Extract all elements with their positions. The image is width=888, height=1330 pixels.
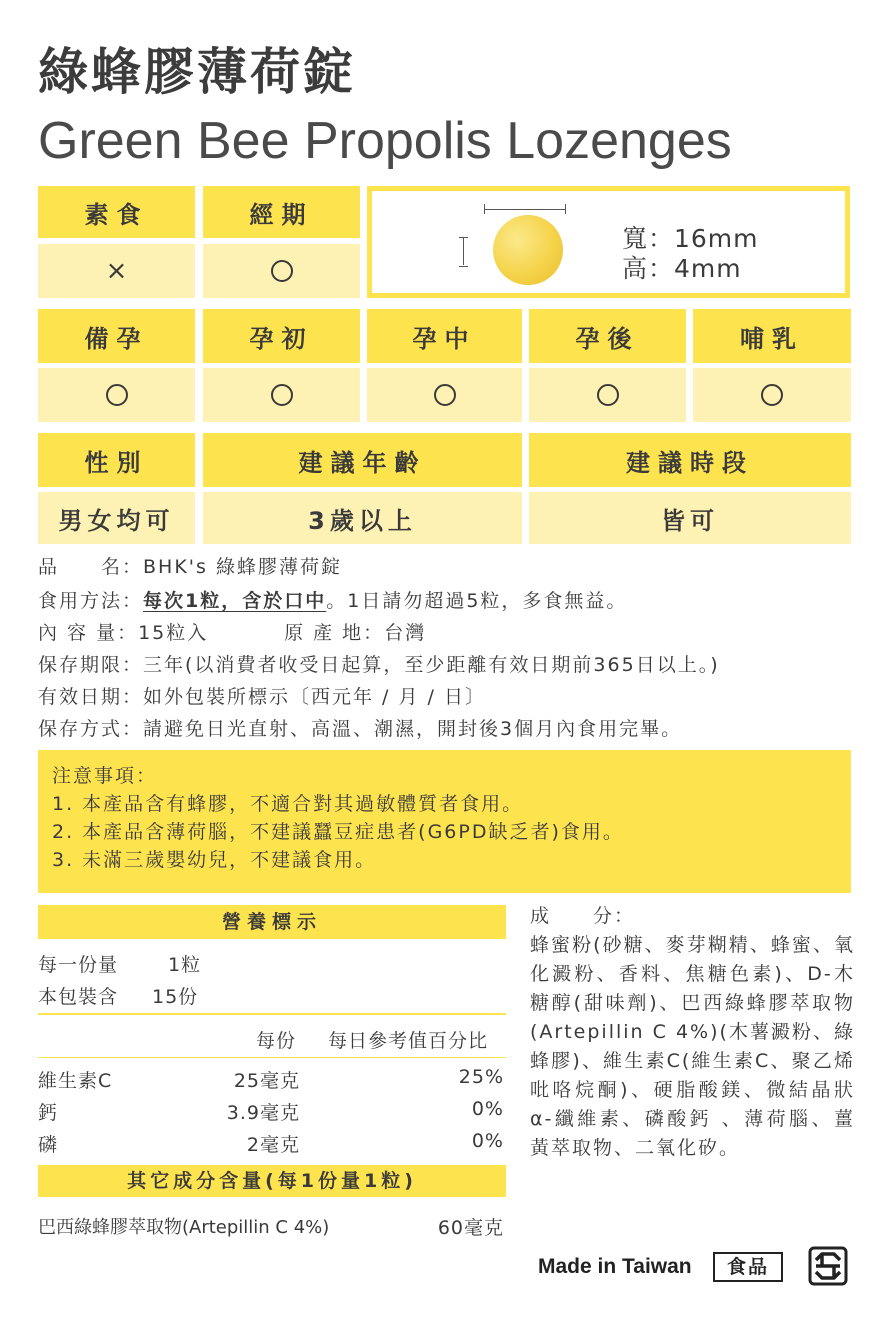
pregnancy-header-late: 孕後 <box>529 309 686 363</box>
pill-width: 寬：16mm <box>622 224 759 253</box>
ingredients-block <box>530 902 855 1163</box>
nutrient-dv: 0% <box>471 1098 504 1120</box>
product-title-en: Green Bee Propolis Lozenges <box>38 112 732 170</box>
info-method-row <box>38 589 627 613</box>
food-badge: 食品 <box>713 1252 783 1282</box>
circle-mark-icon <box>271 260 293 282</box>
nutrient-amount: 25毫克 <box>233 1070 300 1092</box>
col-per-serving: 每份 <box>256 1030 297 1052</box>
pill-size-box <box>367 186 850 298</box>
pregnancy-header-prep: 備孕 <box>38 309 195 363</box>
nutrition-divider <box>38 1013 506 1015</box>
info-shelf-label: 保存期限： <box>38 654 144 676</box>
info-method-bold: 每次1粒，含於口中 <box>143 590 327 612</box>
gender-header: 性別 <box>38 433 195 487</box>
circle-mark-icon <box>434 384 456 406</box>
period-value <box>203 244 360 298</box>
nutrient-dv: 25% <box>458 1066 504 1088</box>
pregnancy-header-nursing: 哺乳 <box>693 309 851 363</box>
info-shelf-value: 三年(以消費者收受日起算，至少距離有效日期前365日以上。) <box>143 654 720 676</box>
other-ingredient-name: 巴西綠蜂膠萃取物(Artepillin C 4%) <box>38 1217 330 1238</box>
circle-mark-icon <box>761 384 783 406</box>
notice-item: 1. 本產品含有蜂膠，不適合對其過敏體質者食用。 <box>52 793 524 815</box>
circle-mark-icon <box>597 384 619 406</box>
nutrition-divider <box>38 1057 506 1058</box>
nutrition-title: 營養標示 <box>38 905 506 939</box>
info-name-label: 品 名： <box>38 556 144 578</box>
info-content-label: 內 容 量： <box>38 622 139 644</box>
pill-height: 高：4mm <box>622 254 742 283</box>
gender-value: 男女均可 <box>38 492 195 544</box>
servings-value: 15份 <box>152 986 199 1008</box>
nutrient-name: 鈣 <box>38 1102 59 1124</box>
product-title-zh: 綠蜂膠薄荷錠 <box>38 43 356 101</box>
age-header: 建議年齡 <box>203 433 522 487</box>
col-daily-value: 每日參考值百分比 <box>328 1030 489 1052</box>
height-measure-icon <box>459 237 469 265</box>
ingredients-text: 蜂蜜粉(砂糖、麥芽糊精、蜂蜜、氧化澱粉、香料、焦糖色素)、D-木糖醇(甜味劑)、巴西綠蜂膠萃取物(Artepillin C 4%)(木薯澱粉、綠蜂膠)、維生素C(維生素C、聚乙烯吡咯烷酮)、硬脂酸鎂、微結晶狀α-纖維素、磷酸鈣 、薄荷腦、薑黃萃取物、二氧化矽。 <box>530 934 855 1159</box>
info-name-row <box>38 555 342 579</box>
info-storage-value: 請避免日光直射、高溫、潮濕，開封後3個月內食用完畢。 <box>143 718 683 740</box>
made-in-label: Made in Taiwan <box>538 1255 692 1278</box>
servings-label: 本包裝含 <box>38 986 119 1008</box>
info-method-label: 食用方法： <box>38 590 144 612</box>
pregnancy-value-nursing <box>693 368 851 422</box>
pregnancy-header-mid: 孕中 <box>367 309 522 363</box>
pregnancy-value-early <box>203 368 360 422</box>
info-origin-value: 台灣 <box>384 622 427 644</box>
notice-box <box>38 750 851 893</box>
pregnancy-value-late <box>529 368 686 422</box>
info-expiry-value: 如外包裝所標示〔西元年 / 月 / 日〕 <box>143 686 486 708</box>
serving-value: 1粒 <box>168 954 202 976</box>
vegetarian-header: 素食 <box>38 186 195 238</box>
time-value: 皆可 <box>529 492 851 544</box>
vegetarian-value <box>38 244 195 298</box>
notice-title: 注意事項： <box>52 765 158 787</box>
circle-mark-icon <box>271 384 293 406</box>
serving-label: 每一份量 <box>38 954 119 976</box>
info-storage-label: 保存方式： <box>38 718 144 740</box>
cross-mark-icon: × <box>105 256 128 286</box>
period-header: 經期 <box>203 186 360 238</box>
nutrient-amount: 2毫克 <box>246 1134 300 1156</box>
info-expiry-row <box>38 685 486 709</box>
time-header: 建議時段 <box>529 433 851 487</box>
age-value: 3歲以上 <box>203 492 522 544</box>
pregnancy-value-prep <box>38 368 195 422</box>
info-shelf-row <box>38 653 720 677</box>
pregnancy-value-mid <box>367 368 522 422</box>
info-content-row <box>38 621 426 645</box>
nutrient-amount: 3.9毫克 <box>226 1102 300 1124</box>
info-name-value: BHK's 綠蜂膠薄荷錠 <box>143 556 342 578</box>
nutrient-dv: 0% <box>471 1130 504 1152</box>
nutrient-name: 磷 <box>38 1134 59 1156</box>
info-expiry-label: 有效日期： <box>38 686 144 708</box>
info-storage-row <box>38 717 682 741</box>
notice-item: 2. 本產品含薄荷腦，不建議蠶豆症患者(G6PD缺乏者)食用。 <box>52 821 624 843</box>
notice-item: 3. 未滿三歲嬰幼兒，不建議食用。 <box>52 849 377 871</box>
other-ingredient-value: 60毫克 <box>437 1217 504 1239</box>
other-ingredients-title: 其它成分含量(每1份量1粒) <box>38 1165 506 1197</box>
circle-mark-icon <box>106 384 128 406</box>
info-method-rest: 。1日請勿超過5粒，多食無益。 <box>326 590 628 612</box>
nutrient-name: 維生素C <box>38 1070 113 1092</box>
info-content-value: 15粒入 <box>138 622 209 644</box>
info-origin-label: 原 產 地： <box>284 622 385 644</box>
pregnancy-header-early: 孕初 <box>203 309 360 363</box>
ingredients-label: 成 分： <box>530 905 636 927</box>
width-measure-icon <box>484 209 566 210</box>
recycle-icon <box>808 1246 848 1286</box>
lozenge-image <box>493 215 563 285</box>
